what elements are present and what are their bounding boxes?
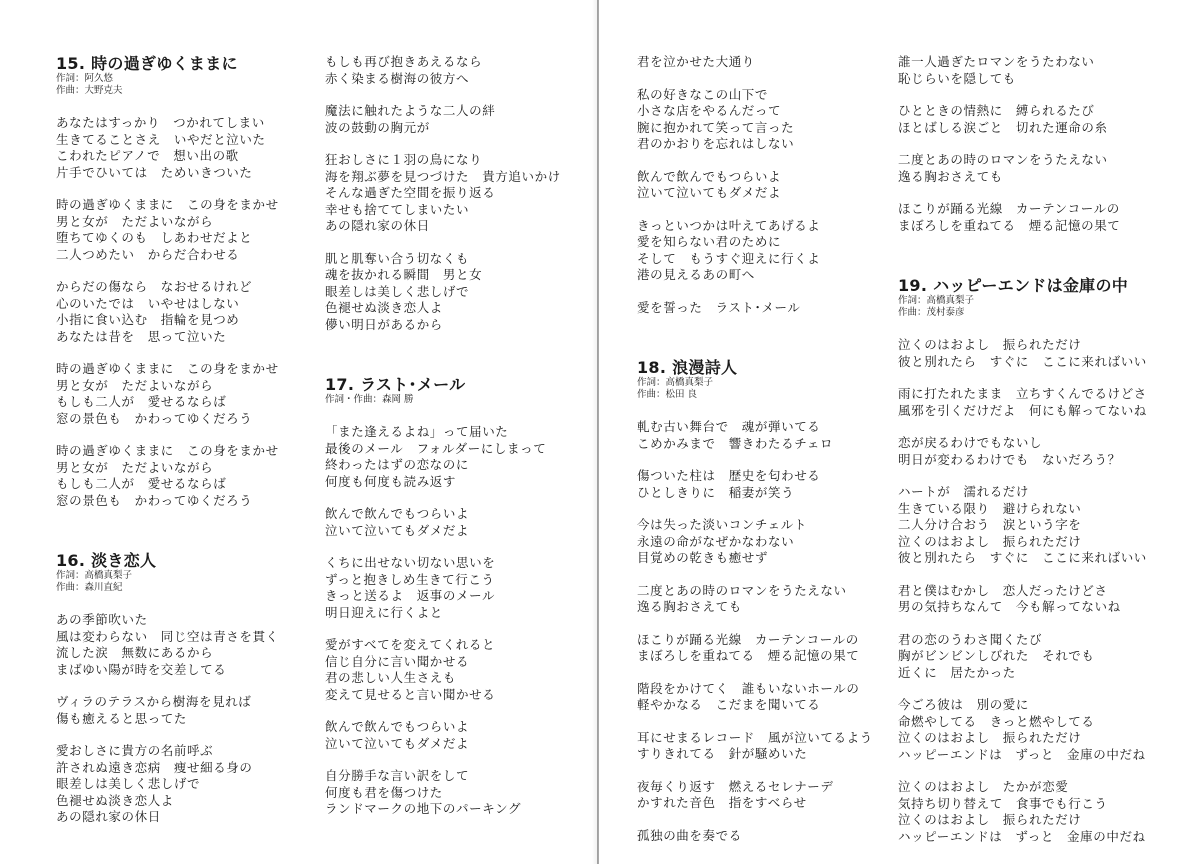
lyric-line: 泣くのはおよし 振られただけ [898, 533, 1082, 549]
lyric-line: 港の見えるあの町へ [637, 267, 755, 282]
lyric-line: 今は失った淡いコンチェルト [637, 517, 807, 532]
lyric-line: 窓の景色も かわってゆくだろう [56, 410, 253, 426]
lyric-line: 「また逢えるよね」って届いた [325, 424, 509, 439]
lyric-stanza [637, 681, 912, 714]
lyric-line: 泣いて泣いてもダメだよ [325, 522, 470, 538]
lyric-line: 逸る胸おさえても [898, 168, 1003, 184]
lyric-stanza [325, 555, 600, 621]
lyric-line: 飲んで飲んでもつらいよ [637, 168, 782, 184]
lyric-line: 許されぬ遠き恋病 痩せ細る身の [56, 759, 253, 775]
lyric-line: 時の過ぎゆくままに この身をまかせ [56, 361, 279, 376]
lyric-line: 泣くのはおよし 振られただけ [898, 337, 1082, 352]
lyric-stanza [898, 583, 1173, 616]
lyric-line: 君の悲しい人生さえも [325, 670, 457, 685]
lyric-stanza [898, 54, 1173, 87]
lyric-line: からだの傷なら なおせるけれど [56, 279, 253, 294]
lyric-line: きっと送るよ 返事のメール [325, 588, 496, 603]
lyric-line: 男と女が ただよいながら [56, 459, 214, 475]
lyric-line: 胸がビンビンしびれた それでも [898, 648, 1095, 663]
lyric-line: 近くに 居たかった [898, 664, 1016, 680]
lyric-line: 生きている限り 避けられない [898, 500, 1082, 516]
lyric-line: 何度も君を傷つけた [325, 784, 443, 800]
lyric-stanza [325, 424, 600, 490]
lyric-line: 男と女が ただよいながら [56, 213, 214, 229]
song-spacer [637, 332, 912, 358]
lyric-line: 泣くのはおよし 振られただけ [898, 812, 1082, 827]
lyric-line: 彼と別れたら すぐに ここに来ればいい [898, 550, 1147, 565]
lyric-line: かすれた音色 指をすべらせ [637, 795, 807, 810]
lyric-line: ほこりが踊る光線 カーテンコールの [637, 631, 859, 647]
lyric-stanza [56, 612, 331, 678]
lyric-line: 幸せも捨ててしまいたい [325, 201, 470, 217]
lyric-line: 君のかおりを忘れはしない [637, 136, 795, 151]
lyric-stanza [898, 697, 1173, 763]
lyric-line: あの隠れ家の休日 [325, 218, 430, 233]
lyric-line: ひとしきりに 稲妻が笑う [637, 484, 795, 500]
lyric-line: 片手でひいては ためいきついた [56, 164, 253, 180]
lyric-line: まばゆい陽が時を交差してる [56, 661, 227, 677]
lyric-line: 魂を抜かれる瞬間 男と女 [325, 267, 483, 282]
song-credits [637, 377, 912, 401]
lyric-stanza [325, 506, 600, 539]
lyric-line: 時の過ぎゆくままに この身をまかせ [56, 197, 279, 212]
lyric-line: 明日が変わるわけでも ないだろう？ [898, 451, 1121, 467]
lyric-line: 泣いて泣いてもダメだよ [325, 735, 470, 751]
lyric-stanza [637, 419, 912, 452]
column-3 [637, 54, 912, 860]
lyric-line: 命燃やしてる きっと燃やしてる [898, 713, 1095, 729]
lyric-stanza [325, 251, 600, 334]
lyric-line: 色褪せぬ淡き恋人よ [325, 300, 443, 315]
lyric-line: 飲んで飲んでもつらいよ [325, 719, 470, 734]
lyric-line: 自分勝手な言い訳をして [325, 768, 470, 783]
lyric-line: ハッピーエンドは ずっと 金庫の中だね [898, 828, 1146, 844]
lyric-stanza [898, 201, 1173, 234]
lyric-line: 明日迎えに行くよと [325, 604, 443, 620]
lyric-line: あの季節吹いた [56, 612, 148, 627]
lyric-line: 君の恋のうわさ聞くたび [898, 631, 1043, 647]
lyric-line: 永遠の命がなぜかなわない [637, 533, 795, 549]
lyric-line: ずっと抱きしめ生きて行こう [325, 571, 495, 587]
lyric-stanza [637, 828, 912, 845]
lyric-line: 信じ自分に言い聞かせる [325, 653, 470, 669]
column-2 [325, 54, 600, 834]
credit-line: 作詞：阿久悠 [56, 73, 114, 84]
lyric-line: まぼろしを重ねてる 煙る記憶の果て [898, 217, 1121, 233]
lyric-stanza [637, 730, 912, 763]
credit-line: 作曲：森川直紀 [56, 582, 123, 593]
lyric-line: 夜毎くり返す 燃えるセレナーデ [637, 778, 834, 794]
lyric-line: 泣くのはおよし 振られただけ [898, 730, 1082, 745]
song-spacer [325, 349, 600, 375]
lyric-line: 儚い明日があるから [325, 316, 443, 332]
lyric-line: もしも二人が 愛せるならば [56, 476, 227, 491]
lyric-line: 流した涙 無数にあるから [56, 645, 214, 660]
lyric-line: 色褪せぬ淡き恋人よ [56, 792, 174, 808]
lyric-line: 二人分け合おう 涙という字を [898, 517, 1082, 532]
lyric-line: 時の過ぎゆくままに この身をまかせ [56, 443, 279, 458]
song-title: 18. 浪漫詩人 [637, 358, 738, 377]
lyric-stanza [898, 779, 1173, 845]
lyric-line: 愛がすべてを変えてくれると [325, 637, 496, 652]
song-credits [56, 570, 331, 594]
lyric-line: 最後のメール フォルダーにしまって [325, 440, 547, 456]
song-continuation [325, 54, 600, 333]
song-title: 17. ラスト･メール [325, 375, 466, 394]
lyric-stanza [325, 637, 600, 703]
lyric-line: 愛を知らない君のために [637, 234, 782, 249]
lyric-stanza [637, 169, 912, 202]
song-credits [898, 295, 1173, 319]
lyric-stanza [898, 337, 1173, 370]
lyric-stanza [898, 484, 1173, 567]
song-continuation [898, 54, 1173, 234]
lyric-line: 二度とあの時のロマンをうたえない [898, 152, 1108, 167]
lyric-line: 彼と別れたら すぐに ここに来ればいい [898, 353, 1147, 369]
lyric-stanza [56, 279, 331, 345]
lyric-line: 誰一人過ぎたロマンをうたわない [898, 54, 1095, 69]
lyric-line: 狂おしさに１羽の鳥になり [325, 152, 483, 167]
lyric-line: ランドマークの地下のパーキング [325, 801, 522, 816]
lyric-line: 海を翔ぶ夢を見つづけた 貴方追いかけ [325, 168, 561, 184]
lyric-line: 風邪を引くだけだよ 何にも解ってないね [898, 402, 1147, 418]
column-4 [898, 54, 1173, 861]
lyric-stanza [56, 115, 331, 181]
lyric-line: 終わったはずの恋なのに [325, 457, 469, 472]
lyric-line: 飲んで飲んでもつらいよ [325, 506, 470, 521]
song-title: 19. ハッピーエンドは金庫の中 [898, 276, 1129, 295]
lyric-line: 腕に抱かれて笑って言った [637, 119, 795, 135]
lyric-line: 階段をかけてく 誰もいないホールの [637, 680, 860, 696]
lyric-stanza [637, 54, 912, 71]
lyric-line: 気持ち切り替えて 食事でも行こう [898, 795, 1108, 811]
lyric-line: ほこりが踊る光線 カーテンコールの [898, 201, 1120, 216]
lyric-line: 私の好きなこの山下で [637, 86, 769, 102]
lyric-line: 魔法に触れたような二人の絆 [325, 103, 496, 118]
lyric-stanza [637, 218, 912, 284]
lyric-line: 眼差しは美しく悲しげで [325, 283, 470, 299]
lyric-stanza [637, 632, 912, 665]
lyric-line: 堕ちてゆくのも しあわせだよと [56, 230, 253, 245]
lyric-line: 孤独の曲を奏でる [637, 827, 742, 843]
lyric-line: ほとばしる涙ごと 切れた運命の糸 [898, 119, 1108, 135]
credit-line: 作詞：高橋真梨子 [56, 570, 133, 581]
credit-line: 作詞：高橋真梨子 [898, 295, 975, 306]
lyric-line: もしも再び抱きあえるなら [325, 54, 483, 69]
lyric-line: 目覚めの乾きも癒せず [637, 550, 769, 565]
lyric-line: ハッピーエンドは ずっと 金庫の中だね [898, 746, 1146, 762]
lyric-line: ハートが 濡れるだけ [898, 484, 1030, 499]
lyric-line: 窓の景色も かわってゆくだろう [56, 492, 253, 508]
right-page [599, 0, 1200, 864]
lyric-line: 赤く染まる樹海の彼方へ [325, 70, 470, 86]
lyric-line: ヴィラのテラスから樹海を見れば [56, 694, 252, 709]
credit-line: 作曲：大野克夫 [56, 85, 123, 96]
lyric-stanza [637, 468, 912, 501]
lyric-line: すりきれてる 針が騒めいた [637, 746, 808, 761]
song-title: 16. 淡き恋人 [56, 551, 157, 570]
lyric-line: 泣くのはおよし たかが恋愛 [898, 779, 1069, 794]
lyric-stanza [637, 300, 912, 317]
lyric-stanza [898, 632, 1173, 682]
song-block [56, 54, 331, 509]
lyric-line: 君を泣かせた大通り [637, 54, 755, 69]
lyric-line: 恥じらいを隠しても [898, 70, 1016, 86]
lyric-stanza [898, 386, 1173, 419]
song-spacer [56, 525, 331, 551]
song-title: 15. 時の過ぎゆくままに [56, 54, 238, 73]
lyric-line: 何度も何度も読み返す [325, 473, 457, 489]
lyric-line: 軽やかなる こだまを聞いてる [637, 697, 821, 712]
lyric-line: 眼差しは美しく悲しげで [56, 776, 201, 791]
column-1 [56, 54, 331, 842]
song-block [898, 276, 1173, 845]
song-block [325, 375, 600, 818]
lyric-stanza [325, 719, 600, 752]
lyric-stanza [325, 54, 600, 87]
lyric-line: 今ごろ彼は 別の愛に [898, 697, 1030, 712]
lyric-stanza [325, 152, 600, 235]
lyric-line: 愛を誓った ラスト･メール [637, 299, 801, 315]
lyric-line: こわれたピアノで 想い出の歌 [56, 148, 239, 163]
lyric-line: まぼろしを重ねてる 煙る記憶の果て [637, 648, 860, 663]
lyric-stanza [56, 443, 331, 509]
credit-line: 作詞・作曲：森岡 勝 [325, 394, 414, 405]
lyric-line: 雨に打たれたまま 立ちすくんでるけどさ [898, 386, 1147, 401]
lyric-line: きっといつかは叶えてあげるよ [637, 217, 821, 233]
lyric-line: こめかみまで 響きわたるチェロ [637, 435, 834, 451]
lyric-stanza [637, 517, 912, 567]
song-block [56, 551, 331, 826]
lyric-line: 逸る胸おさえても [637, 599, 742, 614]
lyric-line: 肌と肌奪い合う切なくも [325, 250, 470, 266]
credit-line: 作曲：茂村泰彦 [898, 307, 965, 318]
left-page [0, 0, 597, 864]
credit-line: 作曲：松田 良 [637, 389, 698, 400]
lyric-line: 風は変わらない 同じ空は青さを貫く [56, 628, 279, 644]
lyric-line: あなたは昔を 思って泣いた [56, 328, 227, 344]
lyric-line: あなたはすっかり つかれてしまい [56, 115, 265, 130]
lyric-stanza [56, 694, 331, 727]
song-continuation [637, 54, 912, 316]
lyric-stanza [325, 768, 600, 818]
lyric-line: もしも二人が 愛せるならば [56, 394, 227, 409]
lyric-line: 君と僕はむかし 恋人だったけどさ [898, 582, 1108, 598]
lyric-line: 二度とあの時のロマンをうたえない [637, 582, 847, 598]
lyric-line: そして もうすぐ迎えに行くよ [637, 250, 821, 266]
lyric-line: 男と女が ただよいながら [56, 377, 214, 393]
song-credits [325, 394, 600, 406]
lyric-line: あの隠れ家の休日 [56, 809, 161, 824]
lyric-stanza [898, 435, 1173, 468]
lyric-line: 軋む古い舞台で 魂が弾いてる [637, 419, 821, 434]
lyric-line: 小さな店をやるんだって [637, 103, 782, 118]
lyric-line: くちに出せない切ない思いを [325, 555, 496, 570]
lyric-stanza [898, 103, 1173, 136]
lyric-stanza [898, 152, 1173, 185]
lyric-line: 小指に食い込む 指輪を見つめ [56, 312, 240, 327]
lyric-stanza [637, 583, 912, 616]
lyric-line: 生きてることさえ いやだと泣いた [56, 131, 266, 147]
song-credits [56, 73, 331, 97]
lyric-line: 男の気持ちなんて 今も解ってないね [898, 599, 1121, 614]
lyric-line: 傷も癒えると思ってた [56, 710, 188, 726]
lyric-line: 二人つめたい からだ合わせる [56, 246, 240, 262]
lyric-line: 恋が戻るわけでもないし [898, 435, 1043, 450]
song-block [637, 358, 912, 844]
lyric-line: 泣いて泣いてもダメだよ [637, 185, 782, 200]
lyric-line: そんな過ぎた空間を振り返る [325, 185, 496, 200]
lyric-line: 心のいたでは いやせはしない [56, 295, 240, 311]
lyric-line: 変えて見せると言い聞かせる [325, 686, 496, 702]
lyric-line: 耳にせまるレコード 風が泣いてるよう [637, 729, 873, 745]
lyric-stanza [637, 87, 912, 153]
lyric-stanza [56, 361, 331, 427]
lyric-stanza [637, 779, 912, 812]
lyric-line: 波の鼓動の胸元が [325, 119, 430, 135]
credit-line: 作詞：高橋真梨子 [637, 377, 714, 388]
lyric-line: ひとときの情熱に 縛られるたび [898, 103, 1095, 118]
song-spacer [898, 250, 1173, 276]
lyric-stanza [56, 743, 331, 826]
lyric-stanza [56, 197, 331, 263]
lyric-stanza [325, 103, 600, 136]
lyric-line: 愛おしさに貴方の名前呼ぶ [56, 743, 214, 758]
lyric-line: 傷ついた柱は 歴史を匂わせる [637, 468, 821, 483]
